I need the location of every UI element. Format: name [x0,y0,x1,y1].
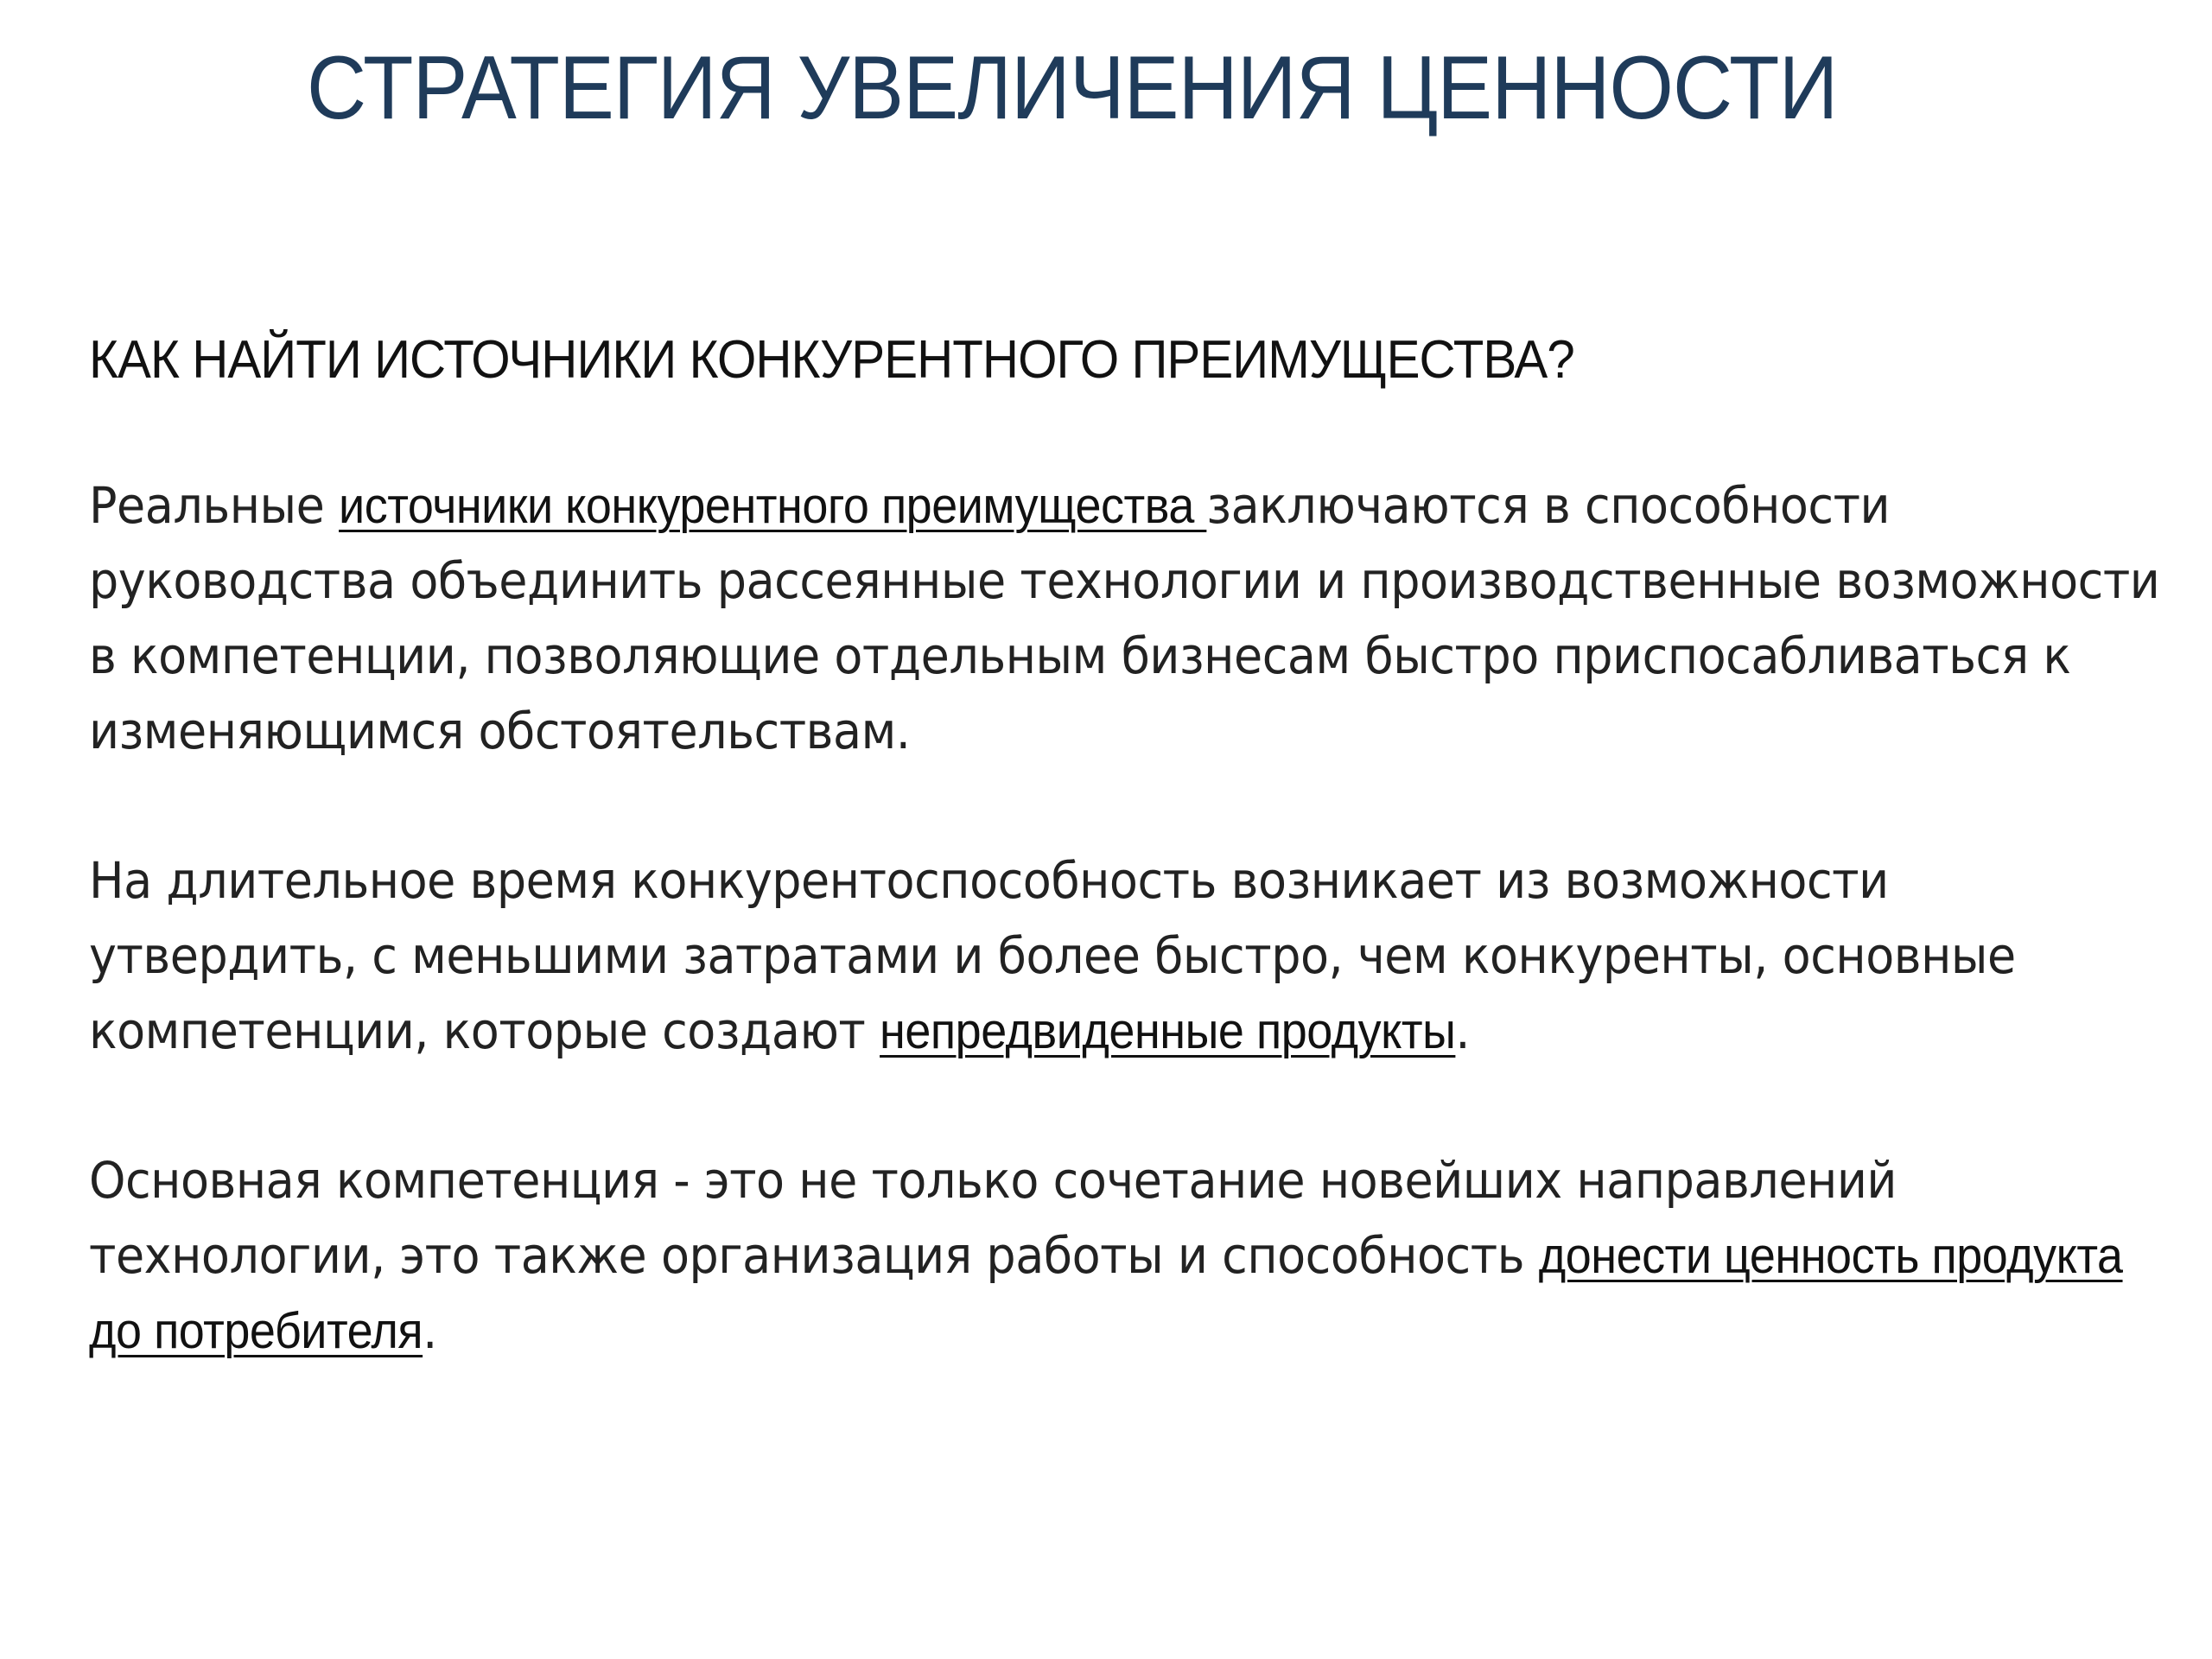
paragraph-1-text-before: Реальные [89,476,340,536]
section-heading: КАК НАЙТИ ИСТОЧНИКИ КОНКУРЕНТНОГО ПРЕИМУЩЕСТВА? [89,330,1574,390]
paragraph-2-text-after: . [1455,1001,1471,1061]
paragraph-1 [89,468,2162,769]
paragraph-3-emphasis: донести ценность продукта до потребителя [89,1228,2123,1360]
paragraph-2 [89,843,2162,1069]
paragraph-3 [89,1143,2162,1369]
paragraph-3-text-before: Основная компетенция - это не только сочетание новейших направлений технологии, это также организация работы и способность [89,1151,1897,1286]
paragraph-1-text-after: заключаются в способности руководства объединить рассеянные технологии и производственные возможности в компетенции, позволяющие отдельным бизнесам быстро приспосабливаться к изменяющимся обстоятельствам. [89,476,2160,761]
paragraph-3-text-after: . [423,1301,437,1361]
paragraph-2-text-before: На длительное время конкурентоспособность возникает из возможности утвердить, с меньшими затратами и более быстро, чем конкуренты, основные компетенции, которые создают [89,851,2016,1061]
paragraph-2-emphasis: непредвиденные продукты [880,1003,1456,1060]
slide-content [89,328,2163,1443]
paragraph-1-emphasis: источники конкурентного преимущества [339,478,1207,535]
slide-title: СТРАТЕГИЯ УВЕЛИЧЕНИЯ ЦЕННОСТИ [307,38,1838,138]
